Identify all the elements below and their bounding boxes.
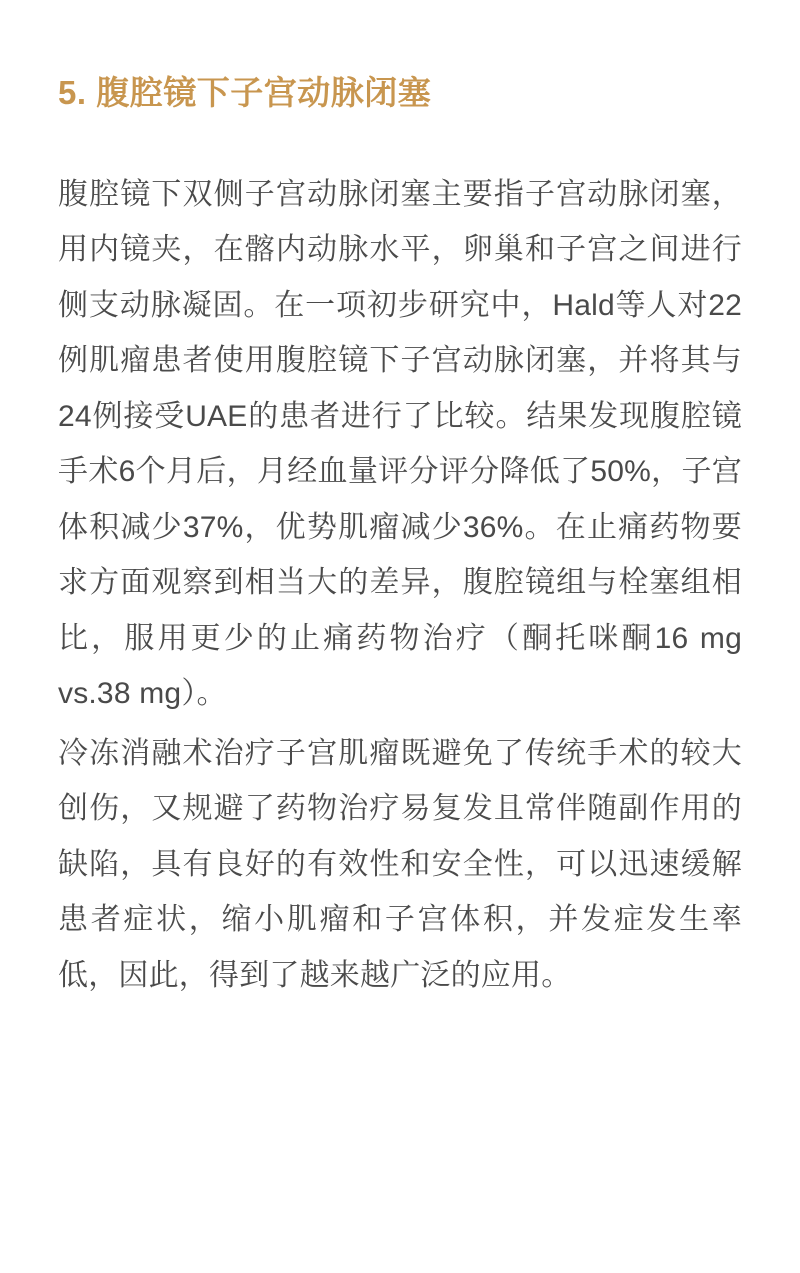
body-paragraph-1: 腹腔镜下双侧子宫动脉闭塞主要指子宫动脉闭塞，用内镜夹，在髂内动脉水平，卵巢和子宫之间进行侧支动脉凝固。在一项初步研究中，Hald等人对22例肌瘤患者使用腹腔镜下子宫动脉闭塞，并将其与24例接受UAE的患者进行了比较。结果发现腹腔镜手术6个月后，月经血量评分评分降低了50%，子宫体积减少37%，优势肌瘤减少36%。在止痛药物要求方面观察到相当大的差异，腹腔镜组与栓塞组相比，服用更少的止痛药物治疗（酮托咪酮16 mg vs.38 mg）。 [58, 177, 742, 711]
section-heading: 5. 腹腔镜下子宫动脉闭塞 [58, 74, 432, 111]
body-paragraph-2: 冷冻消融术治疗子宫肌瘤既避免了传统手术的较大创伤，又规避了药物治疗易复发且常伴随副作用的缺陷，具有良好的有效性和安全性，可以迅速缓解患者症状，缩小肌瘤和子宫体积，并发症发生率低，因此，得到了越来越广泛的应用。 [58, 736, 742, 992]
